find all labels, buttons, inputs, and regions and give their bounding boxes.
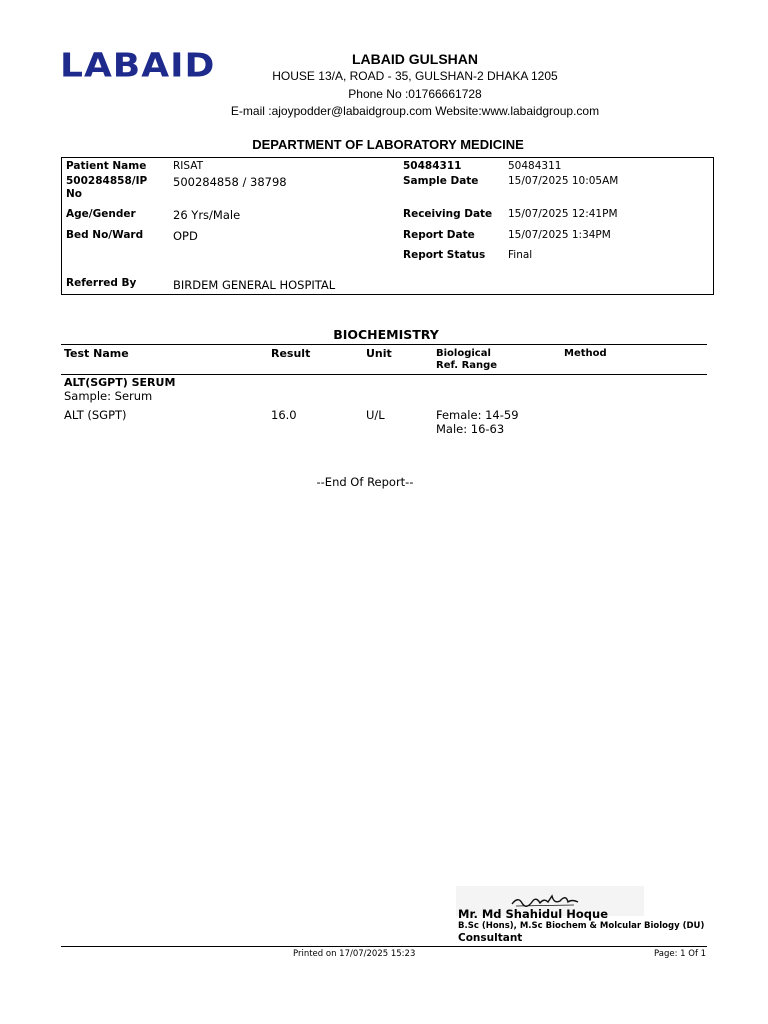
- patient-id-label: 500284858/IP: [66, 175, 148, 187]
- patient-id-value: 500284858 / 38798: [173, 175, 287, 189]
- signatory-title: Consultant: [458, 932, 523, 944]
- age-gender-value: 26 Yrs/Male: [173, 208, 241, 222]
- signatory-name: Mr. Md Shahidul Hoque: [458, 907, 608, 921]
- row-unit: U/L: [366, 408, 385, 422]
- col-test-name: Test Name: [64, 347, 129, 360]
- bed-ward-value: OPD: [173, 229, 198, 243]
- sample-type: Sample: Serum: [64, 389, 153, 403]
- col-unit: Unit: [366, 347, 392, 360]
- col-method: Method: [564, 348, 607, 359]
- labaid-logo: LABAID: [60, 47, 216, 85]
- col-ref-range: [436, 348, 497, 372]
- table-header-rule: [61, 374, 707, 375]
- age-gender-label: Age/Gender: [66, 208, 136, 220]
- patient-id-label-2: No: [66, 188, 83, 200]
- receiving-date-label: Receiving Date: [403, 208, 493, 220]
- printed-on: Printed on 17/07/2025 15:23: [293, 949, 416, 959]
- report-status-label: Report Status: [403, 249, 486, 261]
- sample-date-value: 15/07/2025 10:05AM: [508, 175, 619, 187]
- lab-address: HOUSE 13/A, ROAD - 35, GULSHAN-2 DHAKA 1205: [272, 69, 558, 83]
- lab-phone: Phone No :01766661728: [348, 87, 482, 101]
- receiving-date-value: 15/07/2025 12:41PM: [508, 208, 618, 220]
- section-title: BIOCHEMISTRY: [333, 327, 439, 342]
- referred-by-value: BIRDEM GENERAL HOSPITAL: [173, 278, 336, 292]
- lab-name: LABAID GULSHAN: [352, 51, 478, 67]
- bed-ward-label: Bed No/Ward: [66, 229, 144, 241]
- col-ref-range-line1: Biological: [436, 348, 491, 359]
- end-of-report: --End Of Report--: [316, 475, 414, 489]
- row-test-name: ALT (SGPT): [64, 408, 127, 422]
- referred-by-label: Referred By: [66, 277, 137, 289]
- col-result: Result: [271, 347, 311, 360]
- sample-no-label: 50484311: [403, 160, 462, 172]
- report-date-label: Report Date: [403, 229, 475, 241]
- signatory-degree: B.Sc (Hons), M.Sc Biochem & Molcular Biology (DU): [458, 921, 705, 931]
- table-top-rule: [61, 344, 707, 345]
- sample-date-label: Sample Date: [403, 175, 479, 187]
- report-date-value: 15/07/2025 1:34PM: [508, 229, 611, 241]
- patient-name-value: RISAT: [173, 160, 204, 172]
- row-result: 16.0: [271, 408, 297, 422]
- col-ref-range-line2: Ref. Range: [436, 360, 498, 371]
- department-title: DEPARTMENT OF LABORATORY MEDICINE: [252, 137, 524, 152]
- patient-name-label: Patient Name: [66, 160, 147, 172]
- row-range-female: Female: 14-59: [436, 408, 519, 422]
- page-number: Page: 1 Of 1: [654, 949, 707, 959]
- footer-rule: [61, 946, 707, 947]
- row-range-male: Male: 16-63: [436, 422, 505, 436]
- report-status-value: Final: [508, 249, 533, 261]
- lab-contact: E-mail :ajoypodder@labaidgroup.com Website:www.labaidgroup.com: [230, 104, 600, 118]
- sample-no-value: 50484311: [508, 160, 562, 172]
- test-group-title: ALT(SGPT) SERUM: [64, 376, 176, 389]
